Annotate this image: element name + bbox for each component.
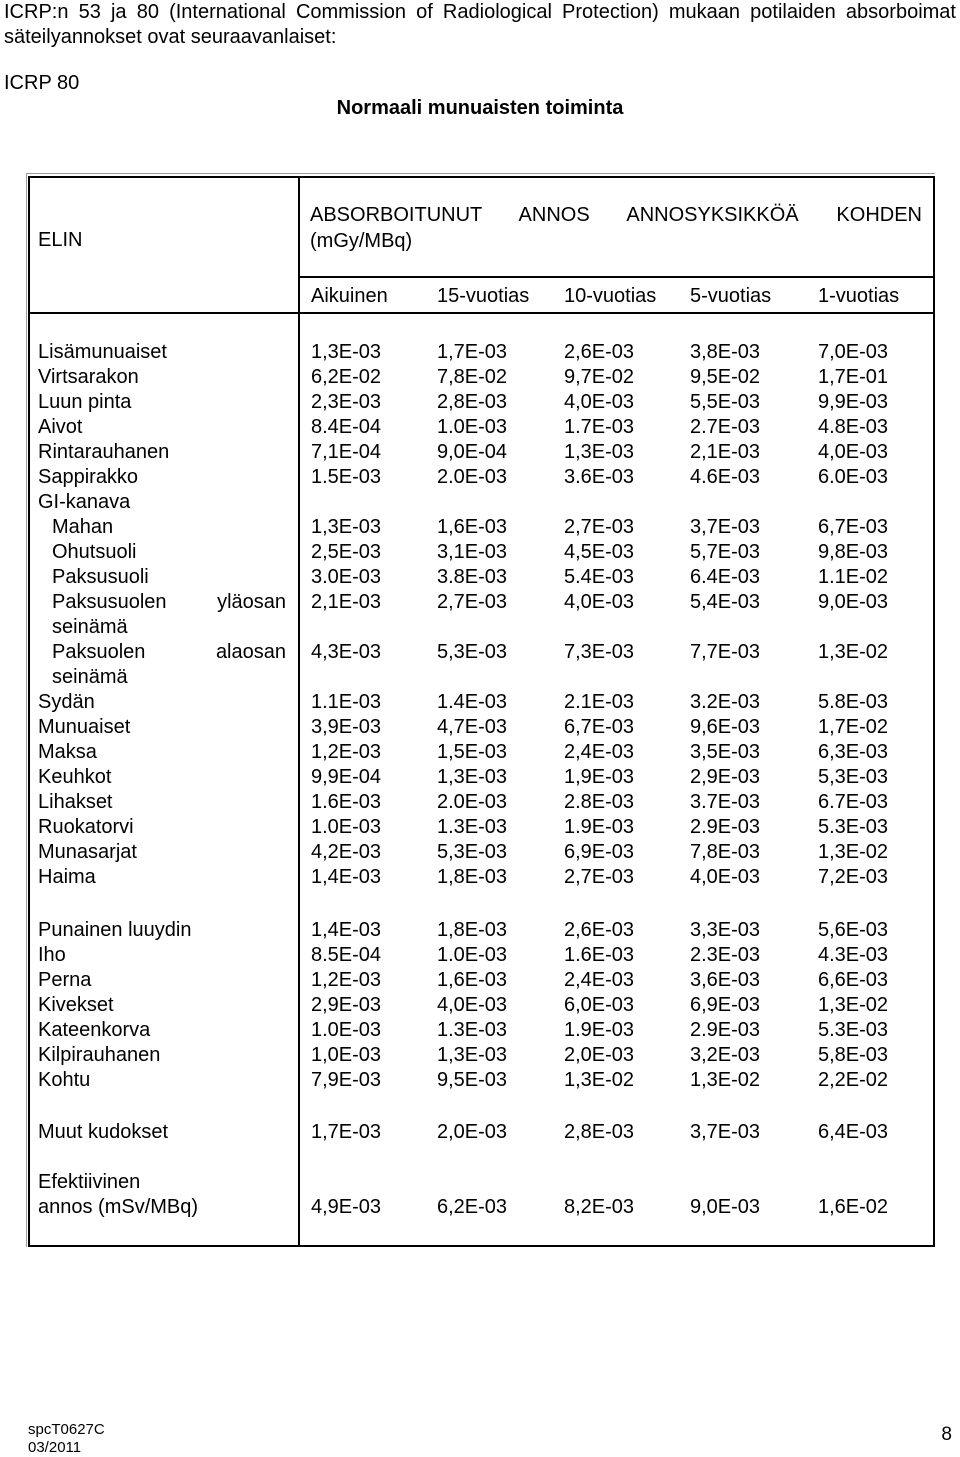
dose-value: 9,0E-03 [818, 591, 889, 613]
dose-value: 3,8E-03 [690, 341, 761, 363]
dose-value: 3.6E-03 [564, 466, 635, 488]
dose-value: 1,2E-03 [311, 741, 382, 763]
table-outer-top [27, 173, 935, 174]
table-row [0, 415, 960, 440]
dose-value: 6,7E-03 [564, 716, 635, 738]
table-group-row [0, 490, 960, 515]
dose-value: 1.9E-03 [564, 816, 635, 838]
table-row [0, 465, 960, 490]
dose-value: 1,3E-03 [311, 341, 382, 363]
dose-value: 5,3E-03 [437, 841, 508, 863]
dose-value: 4,9E-03 [311, 1196, 382, 1218]
organ-group-name: GI-kanava [38, 491, 131, 513]
table-row [0, 1068, 960, 1093]
table-bottom-border [28, 1245, 935, 1247]
dose-value: 4.8E-03 [818, 416, 889, 438]
dose-value: 7,9E-03 [311, 1069, 382, 1091]
dose-value: 5,3E-03 [437, 641, 508, 663]
dose-value: 1.4E-03 [437, 691, 508, 713]
dose-value: 4,0E-03 [690, 866, 761, 888]
dose-value: 1.9E-03 [564, 1019, 635, 1041]
organ-name: Punainen luuydin [38, 919, 192, 941]
dose-value: 2,3E-03 [311, 391, 382, 413]
table-row [0, 515, 960, 540]
organ-name: Mahan [52, 516, 114, 538]
organ-name-part: Paksuolen [52, 641, 146, 663]
dose-value: 9,6E-03 [690, 716, 761, 738]
dose-value: 2,7E-03 [564, 866, 635, 888]
dose-value: 1.3E-03 [437, 816, 508, 838]
table-row-continuation [0, 665, 960, 690]
organ-name: Maksa [38, 741, 97, 763]
organ-name: Rintarauhanen [38, 441, 170, 463]
dose-value: 9,0E-04 [437, 441, 508, 463]
dose-value: 5,5E-03 [690, 391, 761, 413]
dose-value: 1,5E-03 [437, 741, 508, 763]
table-row [0, 918, 960, 943]
dose-value: 7,1E-04 [311, 441, 382, 463]
dose-value: 7,8E-02 [437, 366, 508, 388]
dose-value: 1,0E-03 [311, 1044, 382, 1066]
dose-value: 1.7E-03 [564, 416, 635, 438]
document-code: spcT0627C [28, 1421, 105, 1438]
table-top-border [29, 176, 935, 178]
dose-value: 2,7E-03 [564, 516, 635, 538]
table-row [0, 993, 960, 1018]
table-row [0, 340, 960, 365]
organ-name: Perna [38, 969, 92, 991]
dose-value: 7,0E-03 [818, 341, 889, 363]
dose-value: 4,2E-03 [311, 841, 382, 863]
organ-name: Virtsarakon [38, 366, 139, 388]
dose-value: 4,0E-03 [564, 591, 635, 613]
document-date: 03/2011 [28, 1439, 82, 1456]
table-title: Normaali munuaisten toiminta [336, 97, 624, 119]
age-group-header: 15-vuotias [437, 285, 530, 307]
organ-name: Kohtu [38, 1069, 91, 1091]
dose-value: 2,2E-02 [818, 1069, 889, 1091]
dose-value: 1,3E-02 [818, 641, 889, 663]
dose-value: 1,7E-01 [818, 366, 889, 388]
organ-name-part: seinämä [52, 616, 128, 638]
dose-value: 2,0E-03 [564, 1044, 635, 1066]
table-row [0, 715, 960, 740]
table-row [0, 640, 960, 665]
dose-value: 6,6E-03 [818, 969, 889, 991]
dose-value: 5,3E-03 [818, 766, 889, 788]
dose-value: 1.0E-03 [437, 944, 508, 966]
dose-value: 1,3E-03 [564, 441, 635, 463]
header-divider-lower [28, 312, 935, 314]
organ-name: Muut kudokset [38, 1121, 169, 1143]
table-row [0, 590, 960, 615]
organ-name-part: Efektiivinen [38, 1171, 141, 1193]
dose-value: 4,0E-03 [437, 994, 508, 1016]
organ-name: Ohutsuoli [52, 541, 137, 563]
organ-name: Aivot [38, 416, 83, 438]
dose-value: 2,9E-03 [311, 994, 382, 1016]
dose-value: 6.4E-03 [690, 566, 761, 588]
dose-value: 9,9E-03 [818, 391, 889, 413]
dose-value: 1.6E-03 [564, 944, 635, 966]
dose-value: 1,3E-03 [311, 516, 382, 538]
dose-value: 1,4E-03 [311, 919, 382, 941]
dose-value: 1,3E-03 [437, 766, 508, 788]
organ-name: Luun pinta [38, 391, 132, 413]
organ-name-part: annos (mSv/MBq) [38, 1196, 199, 1218]
dose-value: 4.3E-03 [818, 944, 889, 966]
dose-value: 2,5E-03 [311, 541, 382, 563]
dose-value: 2,1E-03 [690, 441, 761, 463]
organ-name [52, 590, 286, 615]
dose-value: 1,2E-03 [311, 969, 382, 991]
table-row-continuation [0, 615, 960, 640]
dose-column-header: ABSORBOITUNUT ANNOS ANNOSYKSIKKÖÄ KOHDEN (mGy/MBq) [310, 204, 922, 252]
header-divider-upper [300, 276, 935, 278]
dose-value: 1,3E-02 [818, 841, 889, 863]
dose-value: 4.6E-03 [690, 466, 761, 488]
dose-value: 3,9E-03 [311, 716, 382, 738]
dose-value: 2,0E-03 [437, 1121, 508, 1143]
table-row [0, 765, 960, 790]
dose-value: 3,5E-03 [690, 741, 761, 763]
dose-value: 4,7E-03 [437, 716, 508, 738]
organ-column-header: ELIN [38, 229, 83, 251]
organ-name: Munuaiset [38, 716, 131, 738]
dose-value: 6,9E-03 [564, 841, 635, 863]
dose-value: 1.0E-03 [437, 416, 508, 438]
dose-value: 9,9E-04 [311, 766, 382, 788]
age-group-header: 1-vuotias [818, 285, 900, 307]
table-row-label [0, 1170, 960, 1195]
dose-value: 2,7E-03 [437, 591, 508, 613]
dose-value: 8.4E-04 [311, 416, 382, 438]
dose-value: 2,8E-03 [437, 391, 508, 413]
dose-value: 5.8E-03 [818, 691, 889, 713]
dose-value: 1.5E-03 [311, 466, 382, 488]
organ-name: Sydän [38, 691, 95, 713]
organ-name: Ruokatorvi [38, 816, 134, 838]
dose-value: 2.7E-03 [690, 416, 761, 438]
dose-value: 4,0E-03 [564, 391, 635, 413]
dose-value: 3.7E-03 [690, 791, 761, 813]
organ-name: Sappirakko [38, 466, 139, 488]
dose-value: 1.1E-03 [311, 691, 382, 713]
dose-value: 7,3E-03 [564, 641, 635, 663]
age-group-header: Aikuinen [311, 285, 388, 307]
organ-name-part: seinämä [52, 666, 128, 688]
table-row [0, 1195, 960, 1220]
dose-value: 6,2E-03 [437, 1196, 508, 1218]
dose-value: 6.0E-03 [818, 466, 889, 488]
dose-value: 1.3E-03 [437, 1019, 508, 1041]
dose-value: 2,9E-03 [690, 766, 761, 788]
dose-value: 3.2E-03 [690, 691, 761, 713]
dose-value: 2,4E-03 [564, 969, 635, 991]
organ-name-part: alaosan [215, 641, 286, 663]
dose-value: 4,0E-03 [818, 441, 889, 463]
table-row [0, 1043, 960, 1068]
dose-value: 7,2E-03 [818, 866, 889, 888]
dose-value: 1.0E-03 [311, 1019, 382, 1041]
dose-value: 1,8E-03 [437, 919, 508, 941]
dose-value: 5,4E-03 [690, 591, 761, 613]
dose-value: 1.0E-03 [311, 816, 382, 838]
dose-value: 5.3E-03 [818, 1019, 889, 1041]
dose-value: 5,8E-03 [818, 1044, 889, 1066]
table-row [0, 1120, 960, 1145]
dose-value: 2,6E-03 [564, 919, 635, 941]
table-row [0, 390, 960, 415]
table-row [0, 840, 960, 865]
dose-value: 2.0E-03 [437, 791, 508, 813]
dose-value: 9,7E-02 [564, 366, 635, 388]
table-row [0, 815, 960, 840]
dose-value: 2.8E-03 [564, 791, 635, 813]
dose-value: 9,5E-02 [690, 366, 761, 388]
dose-value: 1,7E-02 [818, 716, 889, 738]
dose-value: 1,7E-03 [311, 1121, 382, 1143]
organ-name: Lisämunuaiset [38, 341, 167, 363]
table-row [0, 865, 960, 890]
dose-value: 1.6E-03 [311, 791, 382, 813]
dose-value: 5,7E-03 [690, 541, 761, 563]
dose-value: 6,3E-03 [818, 741, 889, 763]
dose-value: 1.1E-02 [818, 566, 889, 588]
dose-value: 3,3E-03 [690, 919, 761, 941]
organ-name: Iho [38, 944, 66, 966]
dose-value: 6,0E-03 [564, 994, 635, 1016]
icrp-label: ICRP 80 [4, 72, 80, 94]
dose-value: 6,9E-03 [690, 994, 761, 1016]
dose-value: 9,0E-03 [690, 1196, 761, 1218]
dose-value: 3,6E-03 [690, 969, 761, 991]
page-number: 8 [941, 1424, 952, 1445]
table-row [0, 440, 960, 465]
dose-value: 2,1E-03 [311, 591, 382, 613]
dose-value: 4,5E-03 [564, 541, 635, 563]
dose-value: 6.7E-03 [818, 791, 889, 813]
table-row [0, 943, 960, 968]
table-row [0, 790, 960, 815]
organ-name: Paksusuoli [52, 566, 149, 588]
dose-value: 7,8E-03 [690, 841, 761, 863]
table-row [0, 1018, 960, 1043]
organ-name: Lihakset [38, 791, 113, 813]
dose-value: 5.4E-03 [564, 566, 635, 588]
dose-value: 2.9E-03 [690, 1019, 761, 1041]
dose-value: 1,4E-03 [311, 866, 382, 888]
dose-value: 3,7E-03 [690, 1121, 761, 1143]
dose-value: 8,2E-03 [564, 1196, 635, 1218]
dose-value: 1,6E-03 [437, 969, 508, 991]
dose-value: 2.3E-03 [690, 944, 761, 966]
dose-value: 9,5E-03 [437, 1069, 508, 1091]
dose-value: 2.1E-03 [564, 691, 635, 713]
dose-value: 8.5E-04 [311, 944, 382, 966]
dose-value: 1,7E-03 [437, 341, 508, 363]
dose-value: 6,7E-03 [818, 516, 889, 538]
dose-value: 3.0E-03 [311, 566, 382, 588]
table-row [0, 740, 960, 765]
age-group-header: 10-vuotias [564, 285, 657, 307]
intro-paragraph: ICRP:n 53 ja 80 (International Commission of Radiological Protection) mukaan potilaiden absorboimat säteilyannokset ovat seuraavanlaiset: [4, 1, 956, 48]
table-row [0, 540, 960, 565]
dose-value: 1,3E-02 [818, 994, 889, 1016]
dose-value: 1,6E-02 [818, 1196, 889, 1218]
dose-value: 1,3E-03 [437, 1044, 508, 1066]
organ-name: Haima [38, 866, 96, 888]
dose-value: 2.9E-03 [690, 816, 761, 838]
dose-value: 5,6E-03 [818, 919, 889, 941]
dose-value: 7,7E-03 [690, 641, 761, 663]
dose-value: 9,8E-03 [818, 541, 889, 563]
dose-value: 1,9E-03 [564, 766, 635, 788]
dose-value: 2.0E-03 [437, 466, 508, 488]
organ-name: Kivekset [38, 994, 114, 1016]
dose-value: 3,2E-03 [690, 1044, 761, 1066]
table-row [0, 968, 960, 993]
dose-value: 1,3E-02 [564, 1069, 635, 1091]
organ-name: Munasarjat [38, 841, 137, 863]
dose-value: 3,1E-03 [437, 541, 508, 563]
dose-value: 3,7E-03 [690, 516, 761, 538]
organ-name: Kateenkorva [38, 1019, 151, 1041]
dose-value: 1,3E-02 [690, 1069, 761, 1091]
dose-value: 2,6E-03 [564, 341, 635, 363]
table-row [0, 365, 960, 390]
dose-value: 6,4E-03 [818, 1121, 889, 1143]
organ-name [52, 640, 286, 665]
dose-value: 2,4E-03 [564, 741, 635, 763]
footer [28, 1421, 105, 1457]
organ-name-part: Paksusuolen [52, 591, 167, 613]
dose-value: 1,6E-03 [437, 516, 508, 538]
organ-name: Keuhkot [38, 766, 112, 788]
dose-value: 5.3E-03 [818, 816, 889, 838]
table-row [0, 565, 960, 590]
dose-value: 1,8E-03 [437, 866, 508, 888]
dose-value: 4,3E-03 [311, 641, 382, 663]
dose-value: 6,2E-02 [311, 366, 382, 388]
dose-value: 3.8E-03 [437, 566, 508, 588]
organ-name-part: yläosan [217, 591, 286, 613]
age-group-header: 5-vuotias [690, 285, 772, 307]
organ-name: Kilpirauhanen [38, 1044, 161, 1066]
table-row [0, 690, 960, 715]
dose-value: 2,8E-03 [564, 1121, 635, 1143]
